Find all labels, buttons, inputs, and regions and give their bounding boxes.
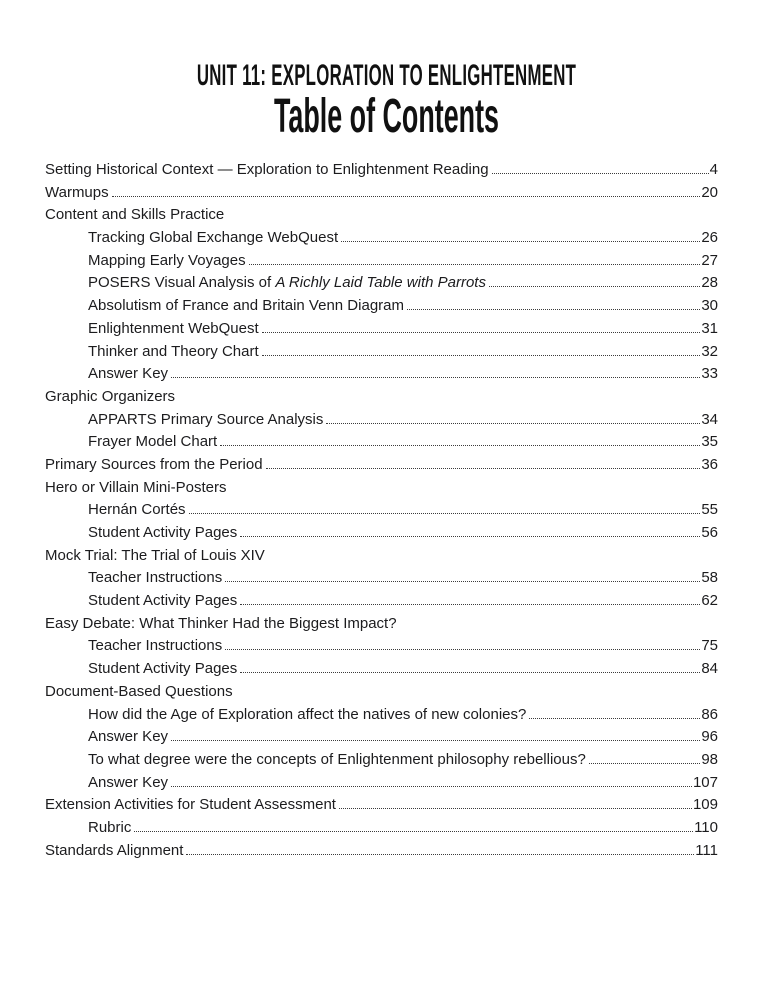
- toc-entry: [45, 635, 718, 658]
- toc-entry: [45, 227, 718, 250]
- toc-list: [45, 159, 718, 862]
- dot-leader: [186, 854, 694, 855]
- toc-entry: [45, 545, 718, 568]
- toc-entry: [45, 159, 718, 182]
- toc-entry-label: [88, 431, 217, 454]
- toc-entry-page-number: 84: [701, 660, 718, 678]
- dot-leader: [339, 808, 692, 809]
- toc-entry-page-number: 20: [701, 183, 718, 201]
- toc-entry-label: [45, 613, 397, 636]
- dot-leader: [529, 718, 700, 719]
- toc-entry-page-number: 56: [701, 524, 718, 541]
- toc-entry-text: Graphic Organizers: [45, 387, 176, 405]
- toc-entry: [45, 409, 718, 432]
- toc-entry-text: How did the Age of Exploration affect the natives of new colonies?: [88, 705, 527, 723]
- toc-entry-label: [88, 250, 246, 273]
- dot-leader: [220, 445, 700, 446]
- toc-entry-text: Student Activity Pages: [88, 524, 238, 541]
- toc-entry-label: [88, 272, 486, 295]
- toc-entry-page-number: 28: [701, 274, 718, 292]
- toc-entry-label: [88, 817, 131, 840]
- toc-entry-text: Student Activity Pages: [88, 660, 238, 678]
- toc-entry-label: [88, 522, 237, 545]
- toc-entry: [45, 386, 718, 409]
- toc-entry-page-number: 98: [701, 750, 718, 768]
- toc-entry: [45, 522, 718, 545]
- toc-entry-text: Answer Key: [88, 728, 169, 746]
- dot-leader: [171, 740, 700, 741]
- toc-entry: [45, 613, 718, 636]
- toc-entry-text: Teacher Instructions: [88, 569, 223, 587]
- toc-entry-label: [88, 635, 222, 658]
- toc-entry: [45, 794, 718, 817]
- dot-leader: [407, 309, 700, 310]
- toc-entry-page-number: 96: [701, 728, 718, 746]
- toc-entry: [45, 772, 718, 795]
- toc-entry-text-italic: A Richly Laid Table with Parrots: [275, 274, 486, 292]
- dot-leader: [266, 468, 701, 469]
- toc-entry-text: Student Activity Pages: [88, 592, 238, 610]
- toc-entry: [45, 318, 718, 341]
- toc-entry: [45, 590, 718, 613]
- toc-entry-label: [45, 204, 224, 227]
- toc-entry-text: Extension Activities for Student Assessment: [45, 796, 336, 814]
- toc-entry: [45, 454, 718, 477]
- toc-entry-label: [45, 477, 226, 500]
- toc-entry-text: Answer Key: [88, 365, 169, 383]
- toc-entry-label: [88, 409, 323, 432]
- dot-leader: [341, 241, 700, 242]
- toc-entry-label: [88, 318, 259, 341]
- toc-entry-label: [45, 386, 175, 409]
- toc-entry-text: Rubric: [88, 818, 132, 836]
- toc-entry-label: [45, 545, 265, 568]
- toc-entry-page-number: 58: [701, 569, 718, 587]
- dot-leader: [225, 649, 700, 650]
- toc-entry-label: [88, 590, 237, 613]
- toc-entry-text: Hernán Cortés: [88, 501, 186, 519]
- dot-leader: [326, 423, 700, 424]
- toc-entry-label: [88, 499, 186, 522]
- toc-entry-text: Teacher Instructions: [88, 637, 223, 655]
- toc-entry-text: APPARTS Primary Source Analysis: [88, 410, 324, 428]
- toc-entry-page-number: 31: [701, 319, 718, 337]
- toc-entry-page-number: 75: [701, 637, 718, 655]
- dot-leader: [240, 604, 700, 605]
- toc-entry-page-number: 4: [709, 161, 718, 178]
- toc-entry-page-number: 30: [701, 297, 718, 315]
- toc-entry: [45, 477, 718, 500]
- toc-entry-text: Tracking Global Exchange WebQuest: [88, 229, 339, 247]
- toc-entry-label: [88, 341, 259, 364]
- toc-entry: [45, 499, 718, 522]
- toc-entry: [45, 681, 718, 704]
- toc-entry-text: POSERS Visual Analysis of: [88, 274, 276, 292]
- toc-entry-label: [88, 227, 338, 250]
- toc-entry-page-number: 35: [701, 433, 718, 451]
- toc-entry-page-number: 55: [701, 501, 718, 519]
- dot-leader: [240, 672, 700, 673]
- toc-entry-page-number: 26: [701, 229, 718, 247]
- toc-entry-text: Warmups: [45, 183, 109, 201]
- toc-entry-page-number: 32: [701, 342, 718, 360]
- dot-leader: [489, 286, 700, 287]
- toc-entry-label: [45, 794, 336, 817]
- dot-leader: [249, 264, 701, 265]
- toc-entry-text: Answer Key: [88, 773, 169, 791]
- toc-entry: [45, 704, 718, 727]
- dot-leader: [262, 332, 701, 333]
- toc-entry: [45, 250, 718, 273]
- toc-entry-text: Absolutism of France and Britain Venn Diagram: [88, 297, 404, 315]
- toc-entry-page-number: 110: [694, 818, 718, 836]
- toc-entry-label: [88, 658, 237, 681]
- toc-entry-page-number: 109: [692, 796, 718, 814]
- toc-entry-page-number: 62: [701, 592, 718, 610]
- toc-entry-label: [45, 840, 183, 863]
- dot-leader: [112, 196, 701, 197]
- toc-entry-text: Enlightenment WebQuest: [88, 319, 259, 337]
- toc-entry: [45, 182, 718, 205]
- toc-entry-label: [45, 159, 489, 182]
- toc-entry: [45, 567, 718, 590]
- toc-entry-page-number: 111: [695, 841, 718, 859]
- toc-entry-page-number: 36: [701, 455, 718, 473]
- toc-entry-text: Hero or Villain Mini-Posters: [45, 478, 227, 496]
- dot-leader: [189, 513, 701, 514]
- toc-entry: [45, 431, 718, 454]
- toc-entry-label: [45, 681, 233, 704]
- toc-entry-label: [88, 704, 526, 727]
- toc-entry-label: [45, 454, 263, 477]
- toc-entry-text: To what degree were the concepts of Enlightenment philosophy rebellious?: [88, 750, 586, 768]
- dot-leader: [225, 581, 700, 582]
- toc-entry-page-number: 34: [701, 410, 718, 428]
- dot-leader: [240, 536, 700, 537]
- dot-leader: [492, 173, 709, 174]
- toc-entry-text: Frayer Model Chart: [88, 433, 218, 451]
- toc-entry-label: [45, 182, 109, 205]
- toc-entry: [45, 295, 718, 318]
- page-title: Table of Contents: [274, 90, 499, 143]
- dot-leader: [134, 831, 693, 832]
- toc-entry-label: [88, 363, 168, 386]
- toc-entry-text: Document-Based Questions: [45, 682, 233, 700]
- toc-entry-text: Primary Sources from the Period: [45, 455, 263, 473]
- toc-entry: [45, 817, 718, 840]
- toc-entry: [45, 204, 718, 227]
- toc-entry-text: Easy Debate: What Thinker Had the Biggest Impact?: [45, 614, 397, 632]
- toc-entry-page-number: 86: [701, 705, 718, 723]
- toc-entry-text: Setting Historical Context — Exploration to Enlightenment Reading: [45, 161, 489, 178]
- toc-entry-text: Thinker and Theory Chart: [88, 342, 259, 360]
- toc-entry-label: [88, 749, 586, 772]
- page-header: [0, 60, 773, 142]
- toc-entry-page-number: 107: [692, 773, 718, 791]
- toc-entry: [45, 749, 718, 772]
- toc-entry-text: Content and Skills Practice: [45, 206, 225, 224]
- toc-entry: [45, 341, 718, 364]
- toc-entry-text: Mock Trial: The Trial of Louis XIV: [45, 546, 265, 564]
- dot-leader: [589, 763, 701, 764]
- toc-entry: [45, 272, 718, 295]
- dot-leader: [262, 355, 701, 356]
- dot-leader: [171, 786, 692, 787]
- toc-entry-text: Standards Alignment: [45, 841, 184, 859]
- toc-entry: [45, 840, 718, 863]
- toc-entry-page-number: 33: [701, 365, 718, 383]
- toc-entry-text: Mapping Early Voyages: [88, 251, 246, 269]
- toc-entry-label: [88, 772, 168, 795]
- toc-entry: [45, 726, 718, 749]
- toc-entry-label: [88, 567, 222, 590]
- toc-entry-page-number: 27: [701, 251, 718, 269]
- dot-leader: [171, 377, 700, 378]
- toc-entry: [45, 363, 718, 386]
- toc-entry-label: [88, 295, 404, 318]
- toc-entry-label: [88, 726, 168, 749]
- unit-title: UNIT 11: EXPLORATION TO ENLIGHTENMENT: [196, 59, 577, 92]
- toc-entry: [45, 658, 718, 681]
